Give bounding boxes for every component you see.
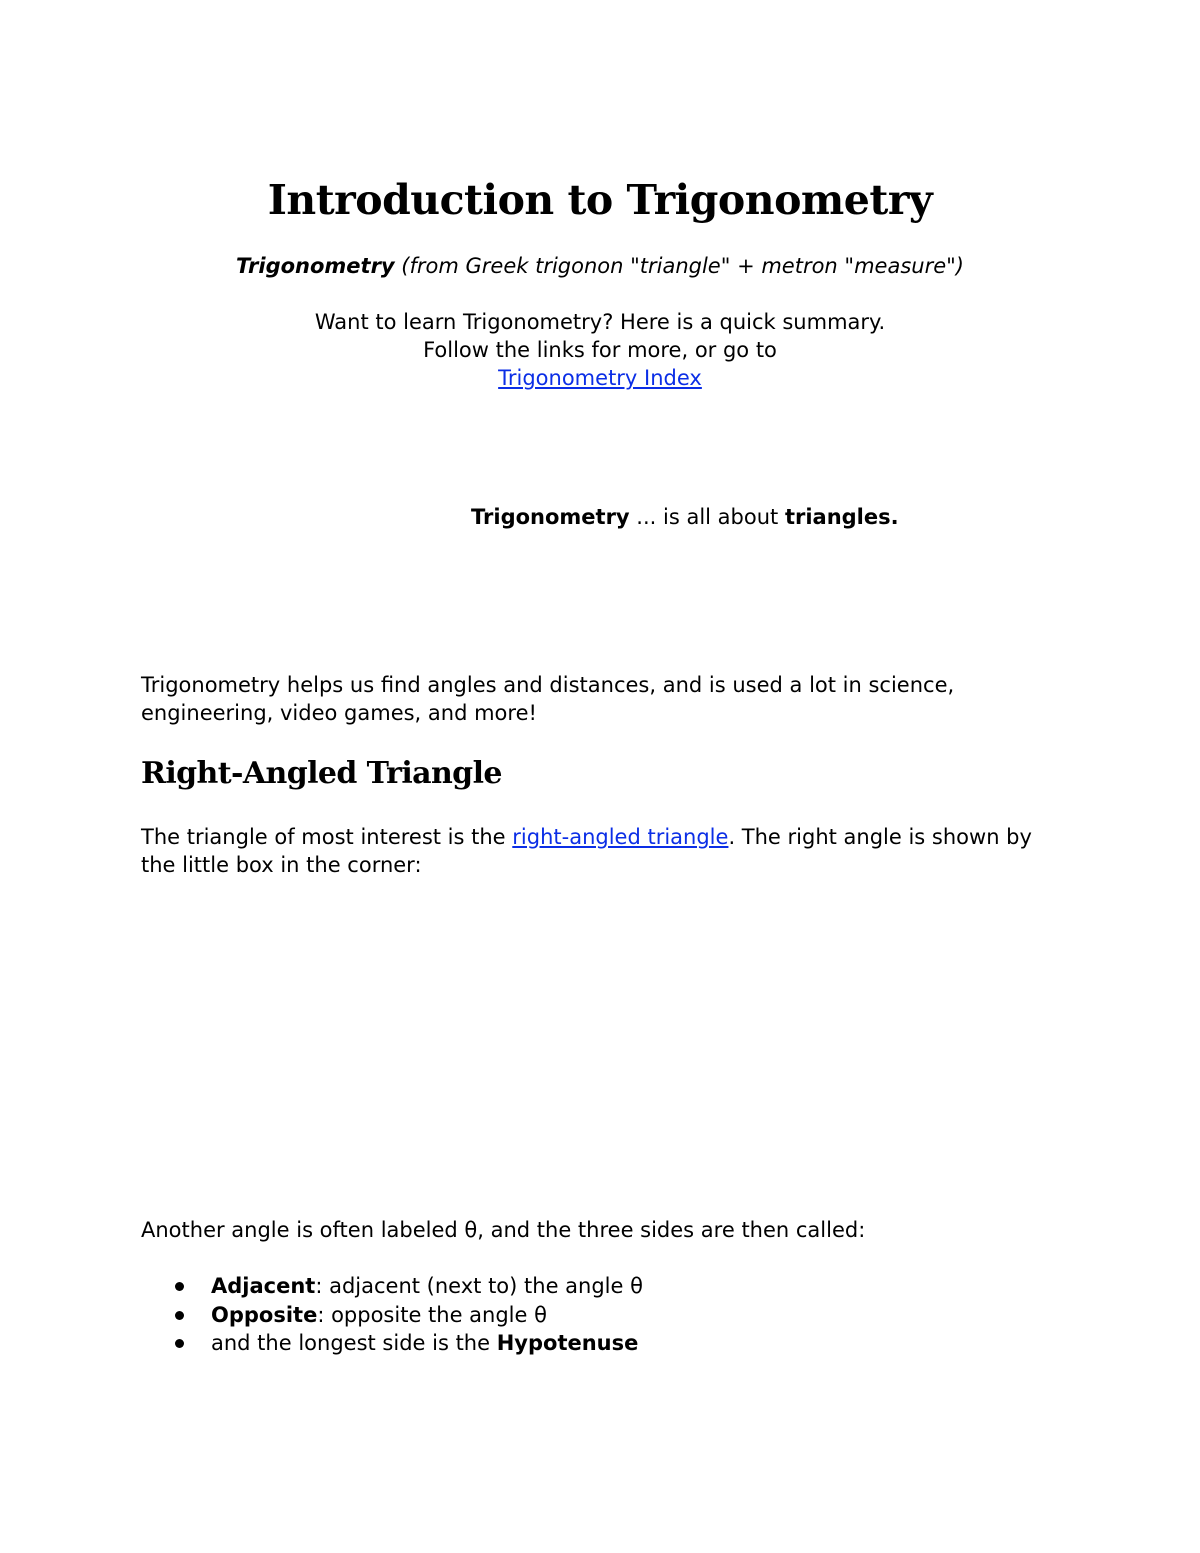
adjacent-text: : adjacent (next to) the angle θ (315, 1274, 643, 1298)
list-item-opposite (141, 1301, 643, 1330)
intro-paragraph (0, 308, 1200, 392)
opposite-text: : opposite the angle θ (317, 1302, 547, 1327)
page-title: Introduction to Trigonometry (267, 176, 933, 224)
trigonometry-index-link[interactable]: Trigonometry Index (498, 366, 702, 390)
intro-line-2-text: Follow the links for more, or go to (423, 338, 777, 362)
hypotenuse-term: Hypotenuse (496, 1331, 639, 1355)
bullet-icon (175, 1311, 184, 1320)
bullet-icon (175, 1282, 184, 1291)
sides-list (141, 1272, 643, 1358)
helps-paragraph: Trigonometry helps us find angles and distances, and is used a lot in science, engineering, video games, and more! (141, 673, 955, 725)
intro-line-2 (0, 336, 1200, 392)
list-item-adjacent (141, 1272, 643, 1301)
right-angled-triangle-link[interactable]: right-angled triangle (512, 825, 729, 849)
tagline-term: Trigonometry (471, 505, 630, 529)
another-angle-paragraph: Another angle is often labeled θ, and the three sides are then called: (141, 1218, 866, 1242)
tagline (471, 503, 899, 531)
section-heading-right-angled-triangle: Right-Angled Triangle (141, 756, 502, 791)
etymology-line (0, 252, 1200, 280)
tagline-text: ... is all about (629, 505, 785, 529)
etymology-text: (from Greek trigonon "triangle" + metron "measure") (394, 254, 964, 278)
interest-text-suffix: . The right angle is shown by the little box in the corner: (141, 825, 1032, 877)
opposite-term: Opposite (211, 1302, 318, 1327)
etymology-term: Trigonometry (236, 254, 395, 278)
adjacent-term: Adjacent (211, 1274, 316, 1298)
intro-line-1: Want to learn Trigonometry? Here is a quick summary. (314, 310, 886, 334)
hypotenuse-text: and the longest side is the (211, 1331, 497, 1355)
interest-text-prefix: The triangle of most interest is the (141, 825, 513, 849)
bullet-icon (175, 1339, 184, 1348)
list-item-hypotenuse (141, 1329, 643, 1358)
tagline-emphasis: triangles. (784, 505, 899, 529)
interest-paragraph (141, 823, 1071, 879)
